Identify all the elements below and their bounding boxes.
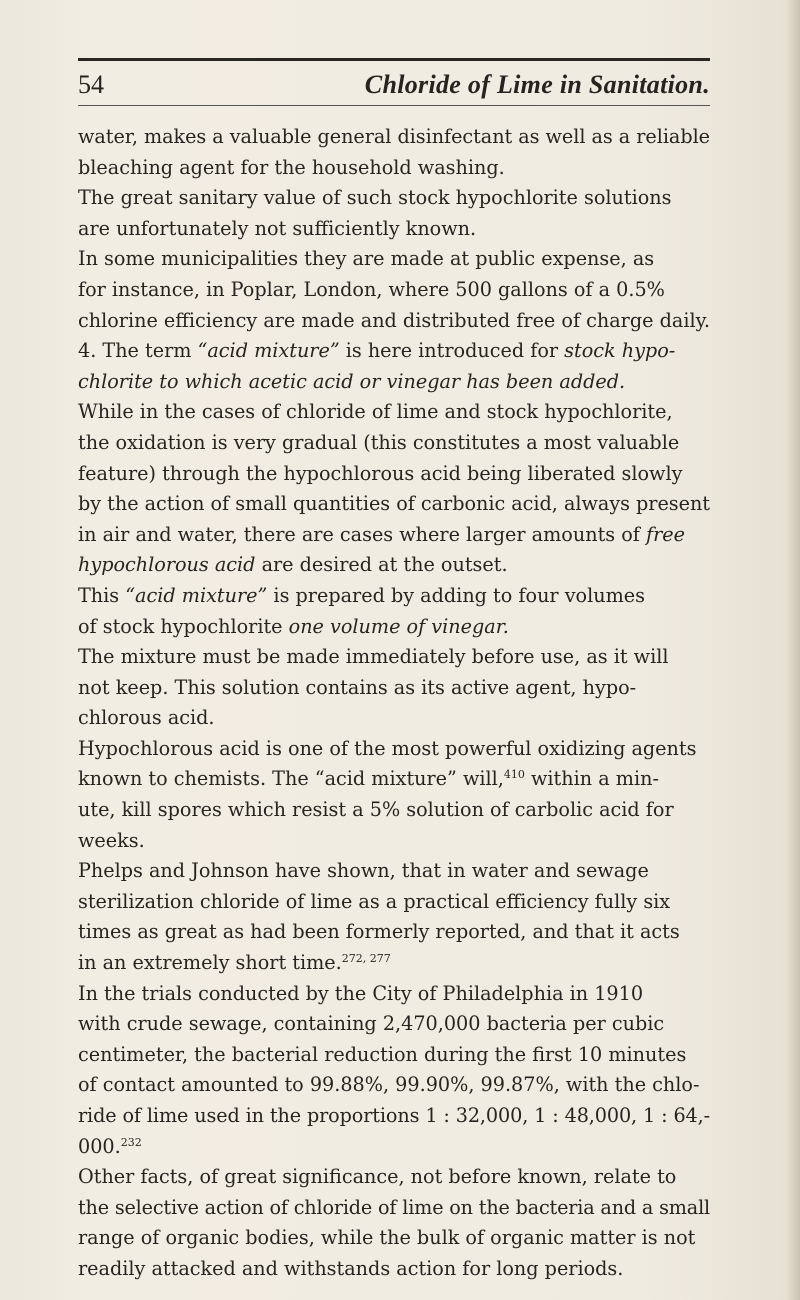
italic-term: hypochlorous acid <box>78 553 256 577</box>
text-line: centimeter, the bacterial reduction during the first 10 minutes <box>78 1042 687 1066</box>
paragraph-7 <box>78 642 710 734</box>
text-run: known to chemists. The “acid mixture” will, <box>78 767 504 791</box>
text-run: of stock hypochlorite <box>78 614 289 638</box>
text-line: for instance, in Poplar, London, where 500 gallons of a 0.5% <box>78 277 665 301</box>
header-bottom-rule <box>78 105 710 106</box>
paragraph-11 <box>78 1162 710 1284</box>
text-line: range of organic bodies, while the bulk of organic matter is not <box>78 1226 696 1250</box>
paragraph-2 <box>78 183 710 244</box>
text-line: Other facts, of great significance, not before known, relate to <box>78 1165 677 1189</box>
text-line: In the trials conducted by the City of Philadelphia in 1910 <box>78 981 644 1005</box>
paragraph-1 <box>78 122 710 183</box>
text-line: water, makes a valuable general disinfectant as well as a reliable <box>78 125 710 148</box>
running-title: Chloride of Lime in Sanitation. <box>364 70 710 99</box>
text-run: is prepared by adding to four volumes <box>267 583 645 607</box>
text-line <box>78 612 710 643</box>
text-line: the oxidation is very gradual (this constitutes a most valuable <box>78 430 680 454</box>
text-run: in air and water, there are cases where larger amounts of <box>78 522 646 546</box>
italic-term: “acid mixture” <box>125 583 268 607</box>
text-line <box>78 520 710 551</box>
text-line: not keep. This solution contains as its active agent, hypo- <box>78 675 637 699</box>
text-line: of contact amounted to 99.88%, 99.90%, 99.87%, with the chlo- <box>78 1073 700 1097</box>
text-line <box>78 581 710 612</box>
text-line: bleaching agent for the household washing. <box>78 155 505 179</box>
paragraph-8 <box>78 734 710 856</box>
text-line: Phelps and Johnson have shown, that in water and sewage <box>78 859 649 883</box>
text-line: The great sanitary value of such stock hypochlorite solutions <box>78 186 672 210</box>
text-line: chlorine efficiency are made and distributed free of charge daily. <box>78 308 710 332</box>
text-line: the selective action of chloride of lime on the bacteria and a small <box>78 1195 710 1219</box>
italic-definition: chlorite to which acetic acid or vinegar has been added. <box>78 369 626 393</box>
text-line: are unfortunately not sufficiently known. <box>78 216 477 240</box>
italic-term: free <box>646 522 685 546</box>
text-run: is here introduced for <box>339 339 565 363</box>
text-line: chlorous acid. <box>78 706 215 730</box>
italic-term: one volume of vinegar. <box>288 614 509 638</box>
text-line <box>78 1132 710 1163</box>
text-line: weeks. <box>78 828 145 852</box>
paragraph-9 <box>78 856 710 978</box>
reference-superscript: 272, 277 <box>341 952 391 966</box>
text-line: readily attacked and withstands action for long periods. <box>78 1256 624 1280</box>
italic-term: “acid mixture” <box>197 339 340 363</box>
page-number: 54 <box>78 70 104 99</box>
text-run: within a min- <box>524 767 659 791</box>
text-line: sterilization chloride of lime as a practical efficiency fully six <box>78 889 671 913</box>
paragraph-3 <box>78 244 710 336</box>
reference-superscript: 232 <box>120 1135 142 1149</box>
text-line: by the action of small quantities of carbonic acid, always present <box>78 492 710 516</box>
text-line: The mixture must be made immediately before use, as it will <box>78 645 669 669</box>
paragraph-10 <box>78 979 710 1163</box>
text-line <box>78 948 710 979</box>
text-line <box>78 550 710 581</box>
text-line <box>78 336 710 367</box>
reference-superscript: 410 <box>503 768 525 782</box>
text-run: This <box>78 583 126 607</box>
paragraph-6 <box>78 581 710 642</box>
text-line <box>78 367 710 398</box>
text-line: While in the cases of chloride of lime and stock hypochlorite, <box>78 400 673 424</box>
text-run: in an extremely short time. <box>78 951 342 975</box>
text-line <box>78 764 710 795</box>
text-line: with crude sewage, containing 2,470,000 bacteria per cubic <box>78 1012 665 1036</box>
text-line: ride of lime used in the proportions 1 : 32,000, 1 : 48,000, 1 : 64,- <box>78 1104 710 1127</box>
paragraph-4 <box>78 336 710 397</box>
page-edge-shadow <box>786 0 800 1300</box>
text-run: 4. The term <box>78 339 198 363</box>
text-line: In some municipalities they are made at public expense, as <box>78 247 655 271</box>
text-line: feature) through the hypochlorous acid being liberated slowly <box>78 461 683 485</box>
italic-definition: stock hypo- <box>564 339 676 363</box>
text-run: 000. <box>78 1134 121 1158</box>
text-line: ute, kill spores which resist a 5% solution of carbolic acid for <box>78 798 674 822</box>
running-header <box>78 68 710 108</box>
body-text <box>78 122 710 1285</box>
text-line: Hypochlorous acid is one of the most powerful oxidizing agents <box>78 736 697 760</box>
paragraph-5 <box>78 397 710 581</box>
text-line: times as great as had been formerly reported, and that it acts <box>78 920 680 944</box>
text-run: are desired at the outset. <box>255 553 508 577</box>
header-top-rule <box>78 58 710 61</box>
